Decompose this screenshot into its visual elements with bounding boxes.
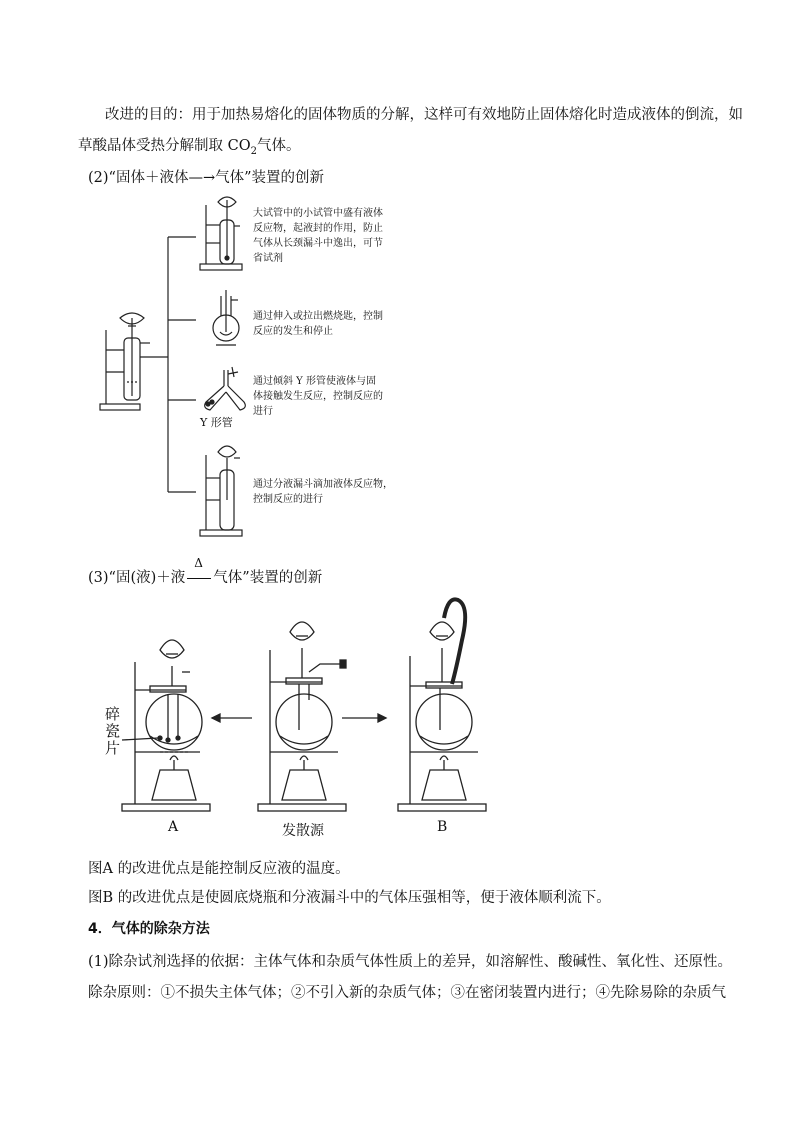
porcelain-chip-label: 碎 瓷 片 <box>105 705 121 757</box>
heating-arrow <box>185 556 213 586</box>
figure-center-label: 发散源 <box>282 823 324 839</box>
section-3-heading <box>88 556 323 587</box>
figure-a-label: A <box>168 819 179 835</box>
y-tube-label: Y 形管 <box>200 416 233 429</box>
heading-3-post: 气体”装置的创新 <box>213 570 323 586</box>
section-4-heading: 4．气体的除杂方法 <box>88 921 210 937</box>
note-item-3: 通过倾斜 Y 形管使液体与固 体接触发生反应，控制反应的 进行 <box>253 376 383 417</box>
heading-3-pre: (3)“固(液)＋液 <box>88 570 186 586</box>
section-4-line-1: (1)除杂试剂选择的依据：主体气体和杂质气体性质上的差异，如溶解性、酸碱性、氧化性、还原性。 <box>88 954 733 970</box>
paragraph-line-1: 改进的目的：用于加热易熔化的固体物质的分解，这样可有效地防止固体熔化时造成液体的倒流，如 <box>105 107 743 123</box>
section-4-line-2: 除杂原则：①不损失主体气体；②不引入新的杂质气体；③在密闭装置内进行；④先除易除的杂质气 <box>88 985 726 1001</box>
note-item-2: 通过伸入或拉出燃烧匙，控制 反应的发生和停止 <box>253 311 383 337</box>
paragraph-line-2 <box>78 134 300 157</box>
note-item-1: 大试管中的小试管中盛有液体 反应物，起液封的作用，防止 气体从长颈漏斗中逸出，可节 省试剂 <box>253 208 383 264</box>
delta-symbol: Δ <box>194 556 203 570</box>
figure-b-advantage: 图B 的改进优点是使圆底烧瓶和分液漏斗中的气体压强相等，便于液体顺利流下。 <box>88 890 611 906</box>
line2-text-end: 气体。 <box>256 138 301 154</box>
section-2-heading: (2)“固体＋液体—→气体”装置的创新 <box>88 170 325 186</box>
line2-text: 草酸晶体受热分解制取 CO <box>78 138 251 154</box>
figure-b-label: B <box>437 819 448 835</box>
subscript-2: 2 <box>250 145 257 157</box>
figure-a-advantage: 图A 的改进优点是能控制反应液的温度。 <box>88 861 350 877</box>
note-item-4: 通过分液漏斗滴加液体反应物， 控制反应的进行 <box>253 479 393 505</box>
